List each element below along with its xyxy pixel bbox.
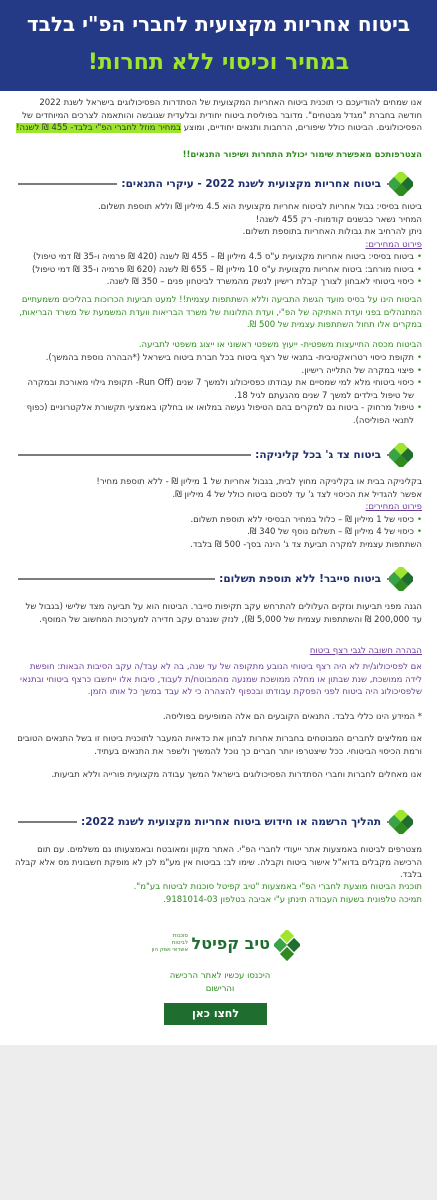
list-item: • כיסוי של 4 מיליון ₪ – תשלום נוסף של 340 ₪. [14,526,422,539]
enter-prompt-line: היכנסו עכשיו לאתר הרכישה [169,971,271,981]
logo-tagline-line: לביטוח [171,940,188,946]
support-line: תמיכה טלפונית בשעות העבודה תינתן ע"י אביבה בטלפון 9181014-03. [163,895,422,905]
logo-tagline-line: סוכנות [172,933,188,939]
list-item: • כיסוי ביטוחי מלא למי שמסיים את עבודתו כפסיכולוג ולמשך 7 שנים (Run Off- תקופת גילוי מאורכת ובמקרה של טיפול בילדים למשך 7 שנים מהגעתם לגיל 18. [14,377,422,402]
hero-title: ביטוח אחריות מקצועית לחברי הפ"י בלבד [26,12,411,36]
coverage-line: בקליניקה בבית או בקליניקה מחוץ לבית, בגבול אחריות של 1 מיליון ₪ - ללא תוספת מחיר! [96,477,422,487]
pricing-link[interactable]: פירוט המחירים: [365,239,422,250]
intro-text: אנו שמחים להודיעכם כי תוכנית ביטוח האחריות המקצועית של הסתדרות הפסיכולוגים בישראל לשנת 2022 חודשה בחברת "מגדל מבטחים". מדובר בפוליסת ביטוח יחודית ובלעדית שגובשה והותאמה לצרכים המיוחדים של הפסיכולוגים. הביטוח כולל שיפורים, הרחבות ותנאים יחודיים, ומוצע [22,98,422,133]
section-title: ביטוח סייבר! ללא תוספת תשלום: [215,571,387,587]
green-diamond-icon [389,172,413,196]
continuity-paragraph: אם לפסיכולוג/ית לא היה רצף ביטוחי הנובע מתקופה של עד שנה, בה לא עבד/ה עקב הסיבות הבאות: חופשת לידה ממושכת, שנת שבתון או מחלה ממושכת שמנעה מהמבוטח/ת לעבוד, סיבות אלו ייחשבו כרצף ביטוחי ובתנאי שלפסיכולוג היה ביטוח לפני הפסקת עבודתו ובכפוף להצהרה כי לא עבד במשך כל אותו הזמן. [20,662,422,697]
green-diamond-icon [389,443,413,467]
legal-bullets-block [14,352,422,427]
disclaimer-note: * המידע הינו כללי בלבד. התנאים הקובעים הם אלה המופיעים בפוליסה. [162,712,422,722]
registration-paragraph: מצטרפים לביטוח באמצעות אתר ייעודי לחברי הפ"י. האתר מקוון ומאובטח ובאמצעותו גם משלמים. עם תום הרכישה מקבלים בדוא"ל אישור ביטוח וקבלה. שימו לב: בביטוח אין מע"מ לכן לא מופקת חשבונית מס אלא קבלה בלבד. [15,845,422,880]
green-diamond-icon [389,810,413,834]
enter-prompt-line: והרישום [205,983,235,994]
click-here-button[interactable]: לחצו כאן [164,1003,267,1025]
section-title: תהליך הרשמה או חידוש ביטוח אחריות מקצועית לשנת 2022: [77,814,387,830]
diamond-logo-icon [274,930,300,962]
section-title: ביטוח אחריות מקצועית לשנת 2022 - עיקרי התנאים: [117,176,387,192]
list-item: • טיפול מרחוק - ביטוח גם למקרים בהם הטיפול נעשה במלואו או בחלקו באמצעי תקשורת אלקטרוניים (כפוף לתנאי הפוליסה). [14,402,422,427]
list-item: • ביטוח מורחב: ביטוח אחריות מקצועית ע"ס 10 מיליון ₪ – 655 ₪ לשנה (620 ₪ פרמיה ו-35 ₪ דמי טיפול) [14,264,422,277]
pricing-list [14,251,422,289]
green-diamond-icon [389,567,413,591]
section-header-third-party [18,443,413,467]
recommendation-paragraph: אנו ממליצים לחברים המבוטחים בחברות אחרות לבחון את כדאיות המעבר לתוכנית ביטוח זו בשל התנאים הטובים ורמת הכיסוי הביטוחי. ככל שיצטרפו יותר חברים כך נוכל להמשיך ולשפר את התנאים בעתיד. [17,734,422,757]
third-party-block [14,476,422,551]
basic-line: ביטוח בסיסי: גבול אחריות לביטוח אחריות מקצועית הוא 4.5 מיליון ₪ וללא תוספת תשלום. [97,202,422,212]
section-header-main-terms [18,172,413,196]
list-item: • תקופת כיסוי רטרואקטיבית- בתנאי של רצף ביטוח בכל חברת ביטוח בישראל (*הבהרה נוספת בהמשך). [14,352,422,365]
price-line: המחיר נשאר כבשנים קודמות- רק 455 לשנה! [255,214,422,225]
logo-tagline-line: אשראי ושוק הון [151,947,188,953]
intro-paragraph [14,97,422,135]
list-item: • ביטוח בסיסי: ביטוח אחריות מקצועית ע"ס 4.5 מיליון ₪ – 455 ₪ לשנה (420 ₪ פרמיה ו-35 ₪ דמי טיפול) [14,251,422,264]
continuity-clarification-link[interactable]: הבהרה חשובה לגבי רצף ביטוח [309,646,422,656]
agency-line: תוכנית הביטוח מוצעת לחברי הפ"י באמצעות "טיב קפיטל סוכנות לביטוח בע"מ". [133,882,422,892]
extend-line: ניתן להרחיב את גבולות האחריות בתוספת תשלום. [242,227,422,237]
deductible-line: השתתפות עצמית למקרה תביעת צד ג' הינה בסך- 500 ₪ בלבד. [190,539,422,550]
coverage-line: אפשר להגדיל את הכיסוי לצד ג' עד לסכום ביטוח כולל של 4 מיליון ₪. [172,489,422,500]
section-header-cyber [18,567,413,591]
list-item: • כיסוי ביטוחי לאבחון לצורך קבלת רישיון לנשק מהמשרד לביטחון פנים – 350 ₪ לשנה. [14,276,422,289]
pricing-link[interactable]: פירוט המחירים: [365,502,422,512]
section-header-registration [18,810,413,834]
tiv-capital-logo [150,928,300,968]
legal-list [14,352,422,427]
deductible-paragraph: הביטוח הינו על בסיס מועד הגשת התביעה וללא השתתפות עצמית!! למעט תביעות הכרוכות בהליכים משמעתיים המתנהלים בפני ועדת האתיקה של הפ"י, ועדת התלונות של משרד הבריאות וועדת המשמעת של משרד הבריאות, במקרים אלו תחול השתתפות עצמית של 500 ₪. [19,295,422,330]
wishes-paragraph: אנו מאחלים לחברות וחברי הסתדרות הפסיכולוגים בישראל המשך עבודה מקצועית פורייה וללא תביעות. [51,770,422,780]
cyber-paragraph: הגנה מפני תביעות ונזקים העלולים להתרחש עקב תקיפות סייבר. הביטוח הוא על תביעה מצד שלישי (בגבול של עד 200,000 ₪ והשתתפות עצמית של 5,000 ₪), לנזק שנגרם עקב חדירה למערכות המחשוב של המוסף. [25,602,422,625]
legal-lead: הביטוח מכסה התייעצות משפטית- ייעוץ משפטי ראשוני או ייצוג משפטי לתביעה. [138,340,422,350]
enter-prompt [120,970,320,995]
third-party-pricing-list [14,514,422,539]
logo-tagline [150,933,188,954]
list-item: • כיסוי של 1 מיליון ₪ – כלול במחיר הבסיסי ללא תוספת תשלום. [14,514,422,527]
intro-cta: הצטרפותכם מאפשרת שימור יכולת התחרות ושיפור התנאים!! [182,150,422,160]
price-highlight: במחיר מוזל לחברי הפ"י בלבד- 455 ₪ לשנה! [16,123,182,133]
hero-subtitle: במחיר וכיסוי ללא תחרות! [87,50,350,75]
hero-banner [0,0,437,91]
section-title: ביטוח צד ג' בכל קליניקה: [251,447,387,463]
basic-insurance-block [14,201,422,289]
list-item: • פיצוי במקרה של התלייה רישיון. [14,365,422,378]
logo-wordmark: טיב קפיטל [191,934,270,953]
